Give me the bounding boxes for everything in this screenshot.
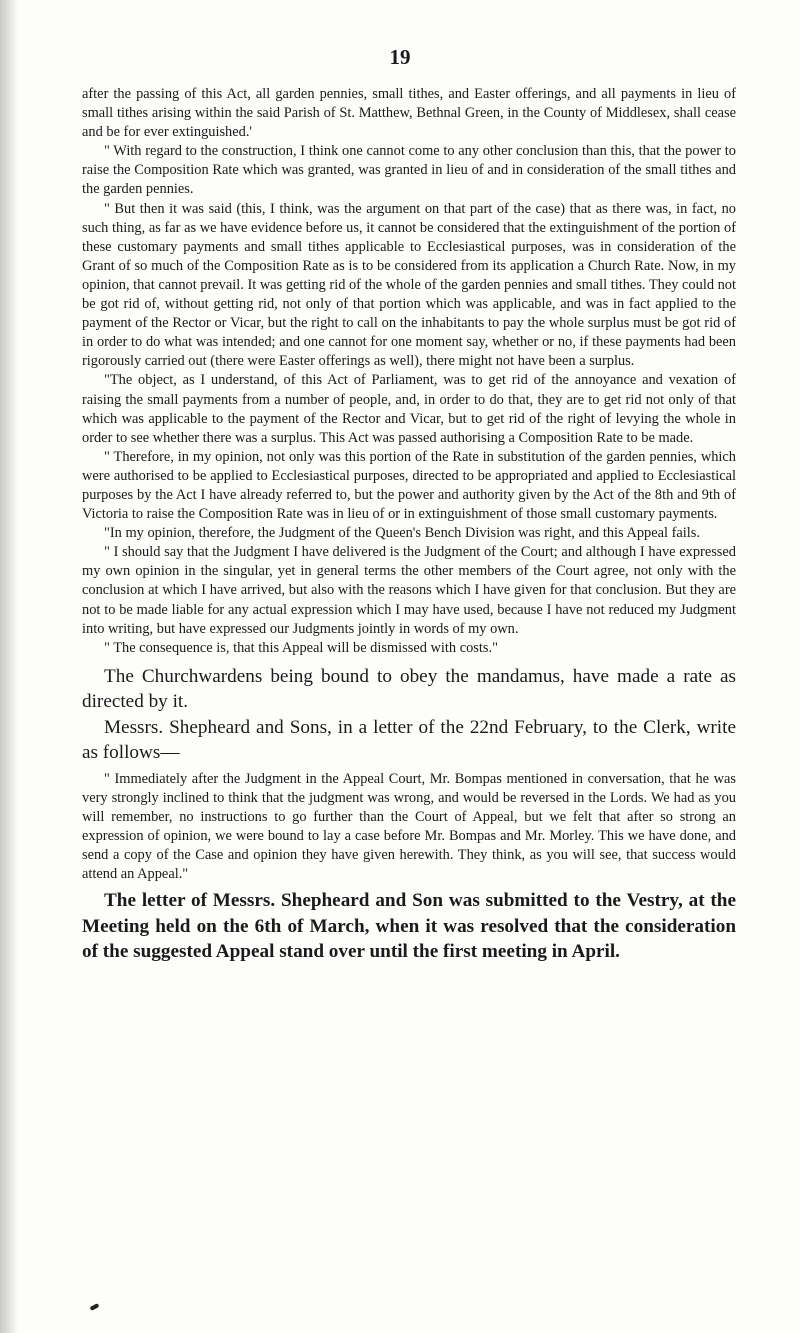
paragraph-argument: " But then it was said (this, I think, was the argument on that part of the case) that as there was, in fact, no such thing, as far as we have evidence before us, it cannot be considered that the extinguishment of the portion of these customary payments and small tithes applicable to Ecclesiastical purposes, was in consideration of the Grant of so much of the Composition Rate as is to be considered from its application a Church Rate. Now, in my opinion, that cannot prevail. It was getting rid of the whole of the garden pennies and small tithes. They could not be got rid of, without getting rid, not only of that portion which was applicable, and was in fact applied to the payment of the Rector or Vicar, but the right to call on the inhabitants to pay the whole surplus must be got rid of in order to do what was intended; and one cannot for one moment say, whether or no, if these payments had been rigorously carried out (there were Easter offerings as well), there might not have been a surplus. (82, 200, 736, 370)
page-number: 19 (389, 45, 411, 69)
paragraph-therefore: " Therefore, in my opinion, not only was this portion of the Rate in substitution of the garden pennies, which were authorised to be applied to Ecclesiastical purposes, directed to be appropriated and applied to Ecclesiastical purposes by the Act I have already referred to, but the power and authority given by the Act of the 8th and 9th of Victoria to raise the Composition Rate was in lieu of or in extinguishment of those small customary payments. (82, 448, 736, 523)
paragraph-continuation: after the passing of this Act, all garden pennies, small tithes, and Easter offerings, and all payments in lieu of small tithes arising within the said Parish of St. Matthew, Bethnal Green, in the County of Middlesex, shall cease and be for ever extinguished.' (82, 86, 736, 141)
page-binding-shadow (0, 0, 18, 1333)
paragraph-letter-quote: " Immediately after the Judgment in the Appeal Court, Mr. Bompas mentioned in conversation, that he was very strongly inclined to think that the judgment was wrong, and would be reversed in the Lords. We had as you will remember, no instructions to go further than the Court of Appeal, but we felt that after so strong an expression of opinion, we were bound to lay a case before Mr. Bompas and Mr. Morley. This we have done, and send a copy of the Case and opinion they have given herewith. They think, as you will see, that success would attend an Appeal." (82, 770, 736, 883)
ink-speck (90, 1303, 100, 1311)
paragraph-construction: " With regard to the construction, I think one cannot come to any other conclusion than this, that the power to raise the Composition Rate which was granted, was granted in lieu of and in consideration of the small tithes and the garden pennies. (82, 143, 736, 198)
paragraph-object-of-act: "The object, as I understand, of this Act of Parliament, was to get rid of the annoyance and vexation of raising the small payments from a number of people, and, in order to do that, they are to get rid not only of that which was applicable to the payment of the Rector and Vicar, but to get rid of the right of levying the whole in order to see whether there was a surplus. This Act was passed authorising a Composition Rate to be made. (82, 372, 736, 446)
paragraph-opinion: "In my opinion, therefore, the Judgment of the Queen's Bench Division was right, and this Appeal fails. (104, 525, 700, 542)
body-text (82, 85, 736, 965)
paragraph-shepheard-letter-intro: Messrs. Shepheard and Sons, in a letter of the 22nd February, to the Clerk, write as follows— (82, 716, 736, 764)
paragraph-judgment-of-court: " I should say that the Judgment I have delivered is the Judgment of the Court; and although I have expressed my own opinion in the singular, yet in general terms the other members of the Court agree, not only with the conclusion at which I have arrived, but also with the reasons which I have given for that conclusion. But they are not to be made liable for any actual expression which I may have used, because I have not reduced my Judgment into writing, but have expressed our Judgments jointly in words of my own. (82, 544, 736, 637)
paragraph-vestry-resolution: The letter of Messrs. Shepheard and Son was submitted to the Vestry, at the Meeting held on the 6th of March, when it was resolved that the consideration of the suggested Appeal stand over until the first meeting in April. (82, 890, 736, 963)
paragraph-churchwardens: The Churchwardens being bound to obey the mandamus, have made a rate as directed by it. (82, 665, 736, 713)
paragraph-consequence: " The consequence is, that this Appeal will be dismissed with costs." (104, 639, 498, 656)
